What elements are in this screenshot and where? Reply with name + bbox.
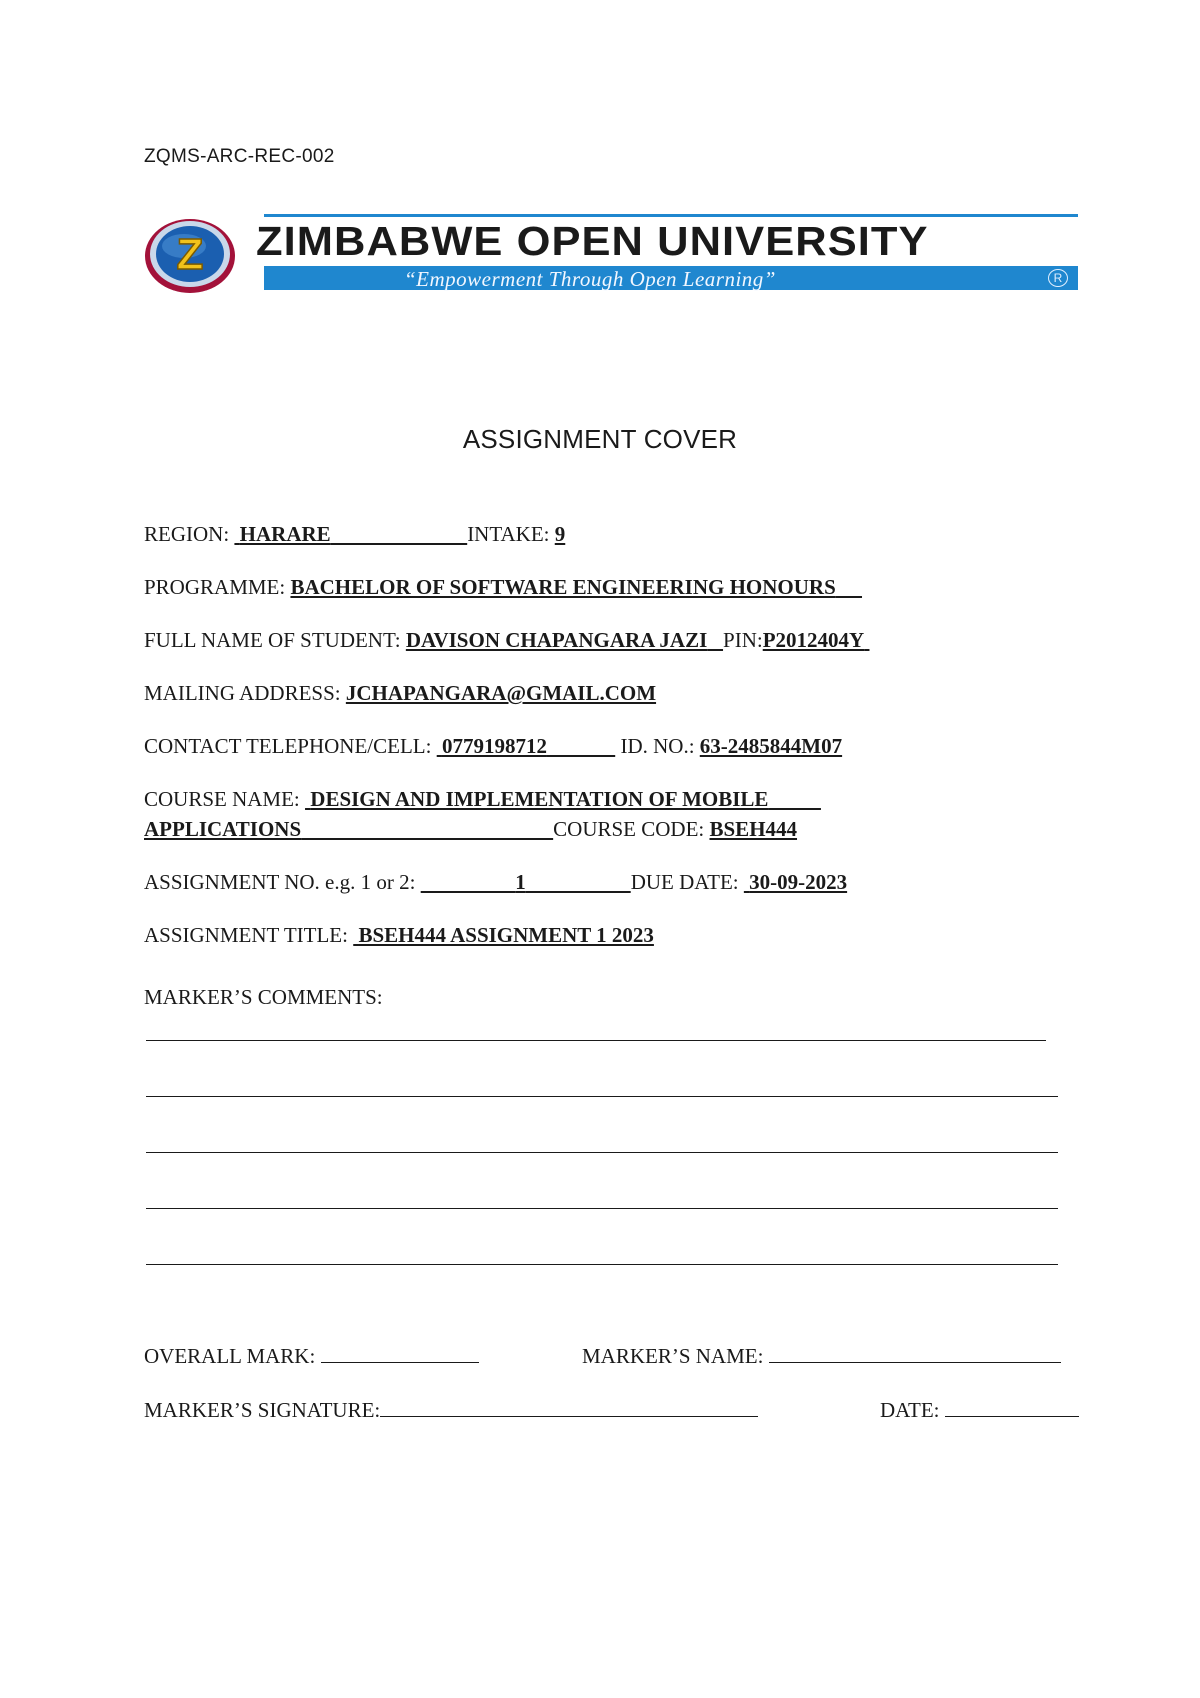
- contact-value: 0779198712: [441, 734, 547, 758]
- mailing-address-value: JCHAPANGARA@GMAIL.COM: [345, 681, 657, 705]
- registered-mark: R: [1048, 269, 1068, 287]
- pin-label: PIN:: [723, 628, 763, 652]
- document-code: ZQMS-ARC-REC-002: [144, 146, 335, 167]
- assignment-title-label: ASSIGNMENT TITLE:: [144, 923, 354, 947]
- assignment-number-label: ASSIGNMENT NO. e.g. 1 or 2:: [144, 870, 421, 894]
- marker-comments-label: MARKER’S COMMENTS:: [144, 985, 383, 1009]
- date-label: DATE:: [880, 1398, 945, 1422]
- course-code-label: COURSE CODE:: [553, 817, 710, 841]
- marker-name-blank: [769, 1344, 1061, 1363]
- region-row: [144, 522, 565, 547]
- comment-line: [146, 1208, 1058, 1209]
- university-name: ZIMBABWE OPEN UNIVERSITY: [256, 218, 929, 264]
- comment-line: [146, 1152, 1058, 1153]
- overall-mark-blank: [321, 1344, 479, 1363]
- student-name-value: DAVISON CHAPANGARA JAZI: [405, 628, 708, 652]
- intake-value: 9: [554, 522, 566, 546]
- intake-label: INTAKE:: [467, 522, 555, 546]
- logo-top-line: [264, 214, 1078, 217]
- student-row: [144, 628, 869, 653]
- id-value: 63-2485844M07: [699, 734, 843, 758]
- overall-mark-label: OVERALL MARK:: [144, 1344, 321, 1368]
- assignment-title-value: BSEH444 ASSIGNMENT 1 2023: [358, 923, 654, 947]
- comment-line: [146, 1096, 1058, 1097]
- marker-signature-label: MARKER’S SIGNATURE:: [144, 1398, 381, 1422]
- id-label: ID. NO.:: [620, 734, 700, 758]
- pin-value: P2012404Y: [762, 628, 865, 652]
- course-name-value-line1: DESIGN AND IMPLEMENTATION OF MOBILE: [310, 787, 769, 811]
- assignment-title-row: [144, 923, 654, 948]
- marker-signature-blank: [380, 1398, 758, 1417]
- course-name-row: [144, 787, 821, 812]
- page-title: ASSIGNMENT COVER: [462, 424, 738, 454]
- course-name-value-line2: APPLICATIONS: [144, 817, 302, 841]
- course-code-value: BSEH444: [709, 817, 798, 841]
- mailing-row: [144, 681, 656, 706]
- contact-row: [144, 734, 842, 759]
- marker-signature-row: [144, 1398, 758, 1423]
- overall-mark-row: [144, 1344, 479, 1369]
- emblem-letter: Z: [176, 230, 204, 279]
- university-tagline: “Empowerment Through Open Learning”: [404, 267, 776, 291]
- due-date-value: 30-09-2023: [749, 870, 848, 894]
- course-code-row: [144, 817, 797, 842]
- contact-label: CONTACT TELEPHONE/CELL:: [144, 734, 437, 758]
- comment-line: [146, 1264, 1058, 1265]
- student-name-label: FULL NAME OF STUDENT:: [144, 628, 406, 652]
- date-blank: [945, 1398, 1079, 1417]
- marker-name-label: MARKER’S NAME:: [582, 1344, 769, 1368]
- marker-name-row: [582, 1344, 1061, 1369]
- comment-line: [146, 1040, 1046, 1041]
- university-emblem-icon: [144, 214, 238, 294]
- due-date-label: DUE DATE:: [630, 870, 744, 894]
- region-label: REGION:: [144, 522, 235, 546]
- assignment-number-value: 1: [515, 870, 526, 894]
- region-value: HARARE: [239, 522, 331, 546]
- university-logo: [144, 210, 1078, 292]
- date-row: [880, 1398, 1079, 1423]
- assignment-number-row: [144, 870, 847, 895]
- programme-label: PROGRAMME:: [144, 575, 291, 599]
- programme-value: BACHELOR OF SOFTWARE ENGINEERING HONOURS: [290, 575, 836, 599]
- programme-row: [144, 575, 862, 600]
- mailing-address-label: MAILING ADDRESS:: [144, 681, 346, 705]
- course-name-label: COURSE NAME:: [144, 787, 306, 811]
